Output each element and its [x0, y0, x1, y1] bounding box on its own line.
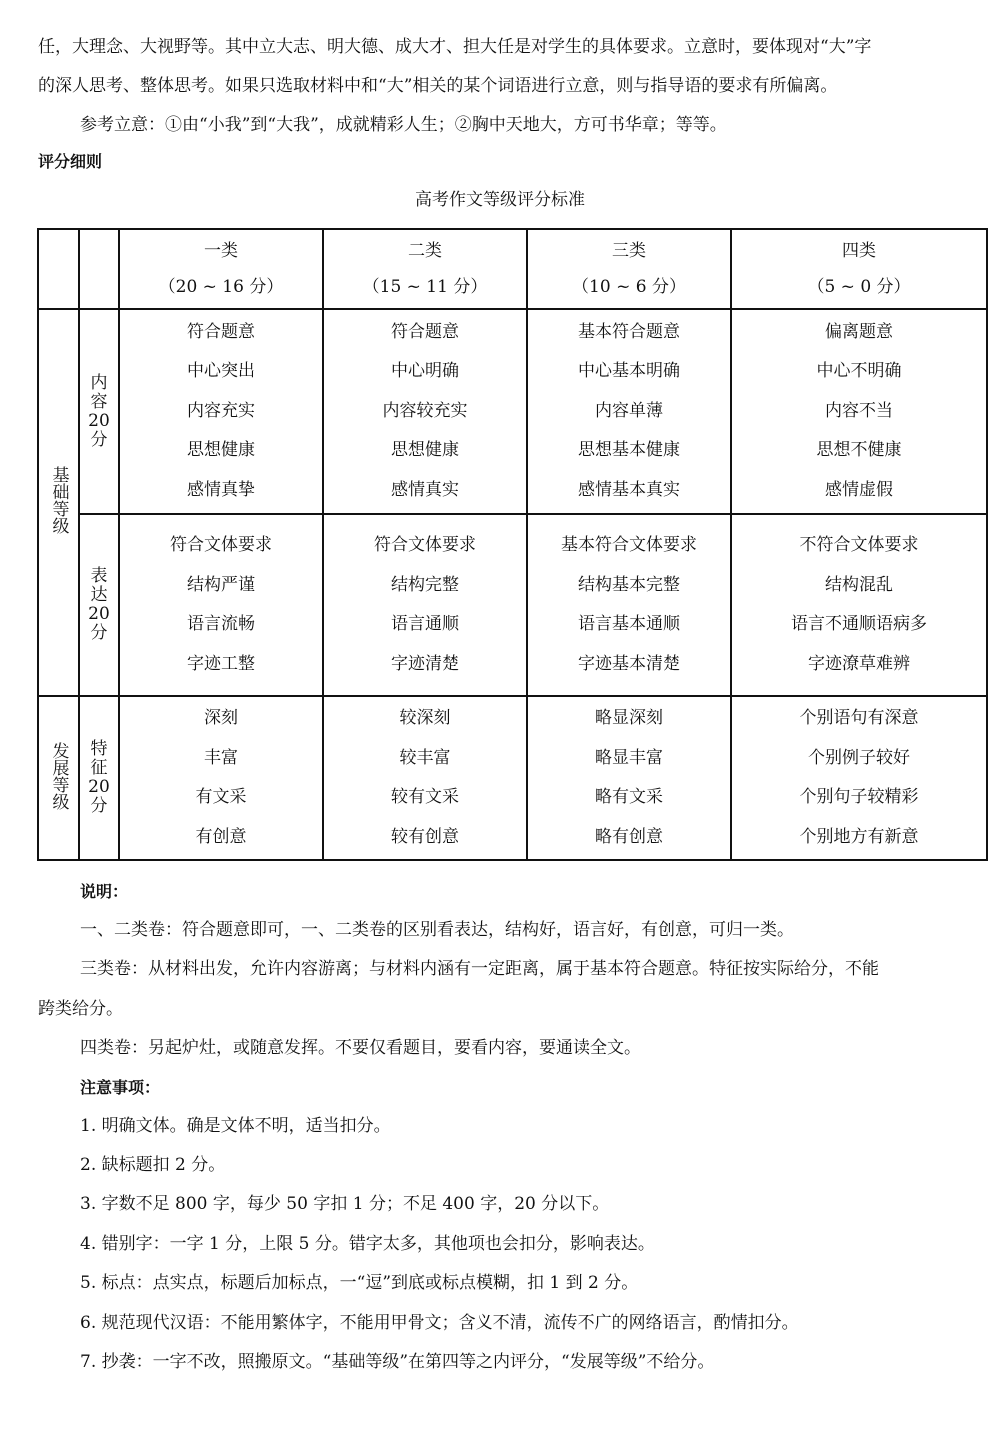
table-cell: 基本符合题意 中心基本明确 内容单薄 思想基本健康 感情基本真实 [527, 309, 731, 514]
content-row [38, 309, 987, 514]
notes-heading: 说明： [80, 882, 129, 901]
table-cell: 不符合文体要求 结构混乱 语言不通顺语病多 字迹潦草难辨 [731, 514, 987, 696]
column-header: 一类 （20 ~ 16 分） [119, 229, 323, 309]
attention-item: 3. 字数不足 800 字，每少 50 字扣 1 分；不足 400 字，20 分以下。 [80, 1194, 610, 1214]
table-cell: 符合文体要求 结构完整 语言通顺 字迹清楚 [323, 514, 527, 696]
table-cell: 偏离题意 中心不明确 内容不当 思想不健康 感情虚假 [731, 309, 987, 514]
corner-cell-2 [79, 229, 119, 309]
scoring-heading: 评分细则 [38, 152, 103, 171]
column-header: 三类 （10 ~ 6 分） [527, 229, 731, 309]
intro-line-2: 的深人思考、整体思考。如果只选取材料中和“大”相关的某个词语进行立意，则与指导语的要求有所偏离。 [38, 76, 838, 96]
row-label-expression: 表 达 20 分 [79, 514, 119, 696]
table-cell: 符合题意 中心突出 内容充实 思想健康 感情真挚 [119, 309, 323, 514]
expression-row [38, 514, 987, 696]
header-row [38, 229, 987, 309]
rubric-table [37, 228, 988, 861]
table-cell: 基本符合文体要求 结构基本完整 语言基本通顺 字迹基本清楚 [527, 514, 731, 696]
intro-line-1: 任，大理念、大视野等。其中立大志、明大德、成大才、担大任是对学生的具体要求。立意时，要体现对“大”字 [38, 37, 872, 57]
column-header: 二类 （15 ~ 11 分） [323, 229, 527, 309]
attention-item: 4. 错别字：一字 1 分，上限 5 分。错字太多，其他项也会扣分，影响表达。 [80, 1234, 655, 1254]
attention-item: 2. 缺标题扣 2 分。 [80, 1155, 226, 1175]
table-cell: 深刻 丰富 有文采 有创意 [119, 696, 323, 860]
attention-heading: 注意事项： [80, 1078, 161, 1097]
table-cell: 较深刻 较丰富 较有文采 较有创意 [323, 696, 527, 860]
attention-item: 7. 抄袭：一字不改，照搬原文。“基础等级”在第四等之内评分，“发展等级”不给分。 [80, 1352, 715, 1372]
row-label-content: 内 容 20 分 [79, 309, 119, 514]
attention-item: 6. 规范现代汉语：不能用繁体字，不能用甲骨文；含义不清，流传不广的网络语言，酌情扣分。 [80, 1313, 799, 1333]
corner-cell-1 [38, 229, 79, 309]
table-cell: 符合题意 中心明确 内容较充实 思想健康 感情真实 [323, 309, 527, 514]
row-label-feature: 特 征 20 分 [79, 696, 119, 860]
table-cell: 略显深刻 略显丰富 略有文采 略有创意 [527, 696, 731, 860]
group-label-basic: 基础等级 [38, 309, 79, 696]
note-class-4: 四类卷：另起炉灶，或随意发挥。不要仅看题目，要看内容，要通读全文。 [80, 1038, 641, 1058]
reference-ideas: 参考立意：①由“小我”到“大我”，成就精彩人生；②胸中天地大，方可书华章；等等。 [80, 115, 727, 135]
note-class-3: 三类卷：从材料出发，允许内容游离；与材料内涵有一定距离，属于基本符合题意。特征按实际给分，不能 [80, 959, 879, 979]
table-cell: 符合文体要求 结构严谨 语言流畅 字迹工整 [119, 514, 323, 696]
table-cell: 个别语句有深意 个别例子较好 个别句子较精彩 个别地方有新意 [731, 696, 987, 860]
note-class-1-2: 一、二类卷：符合题意即可，一、二类卷的区别看表达，结构好，语言好，有创意，可归一类。 [80, 920, 794, 940]
group-label-develop: 发展等级 [38, 696, 79, 860]
table-title: 高考作文等级评分标准 [415, 190, 585, 210]
attention-item: 1. 明确文体。确是文体不明，适当扣分。 [80, 1116, 391, 1136]
attention-item: 5. 标点：点实点，标题后加标点，一“逗”到底或标点模糊，扣 1 到 2 分。 [80, 1273, 639, 1293]
feature-row [38, 696, 987, 860]
column-header: 四类 （5 ~ 0 分） [731, 229, 987, 309]
note-class-3-continued: 跨类给分。 [38, 999, 123, 1019]
